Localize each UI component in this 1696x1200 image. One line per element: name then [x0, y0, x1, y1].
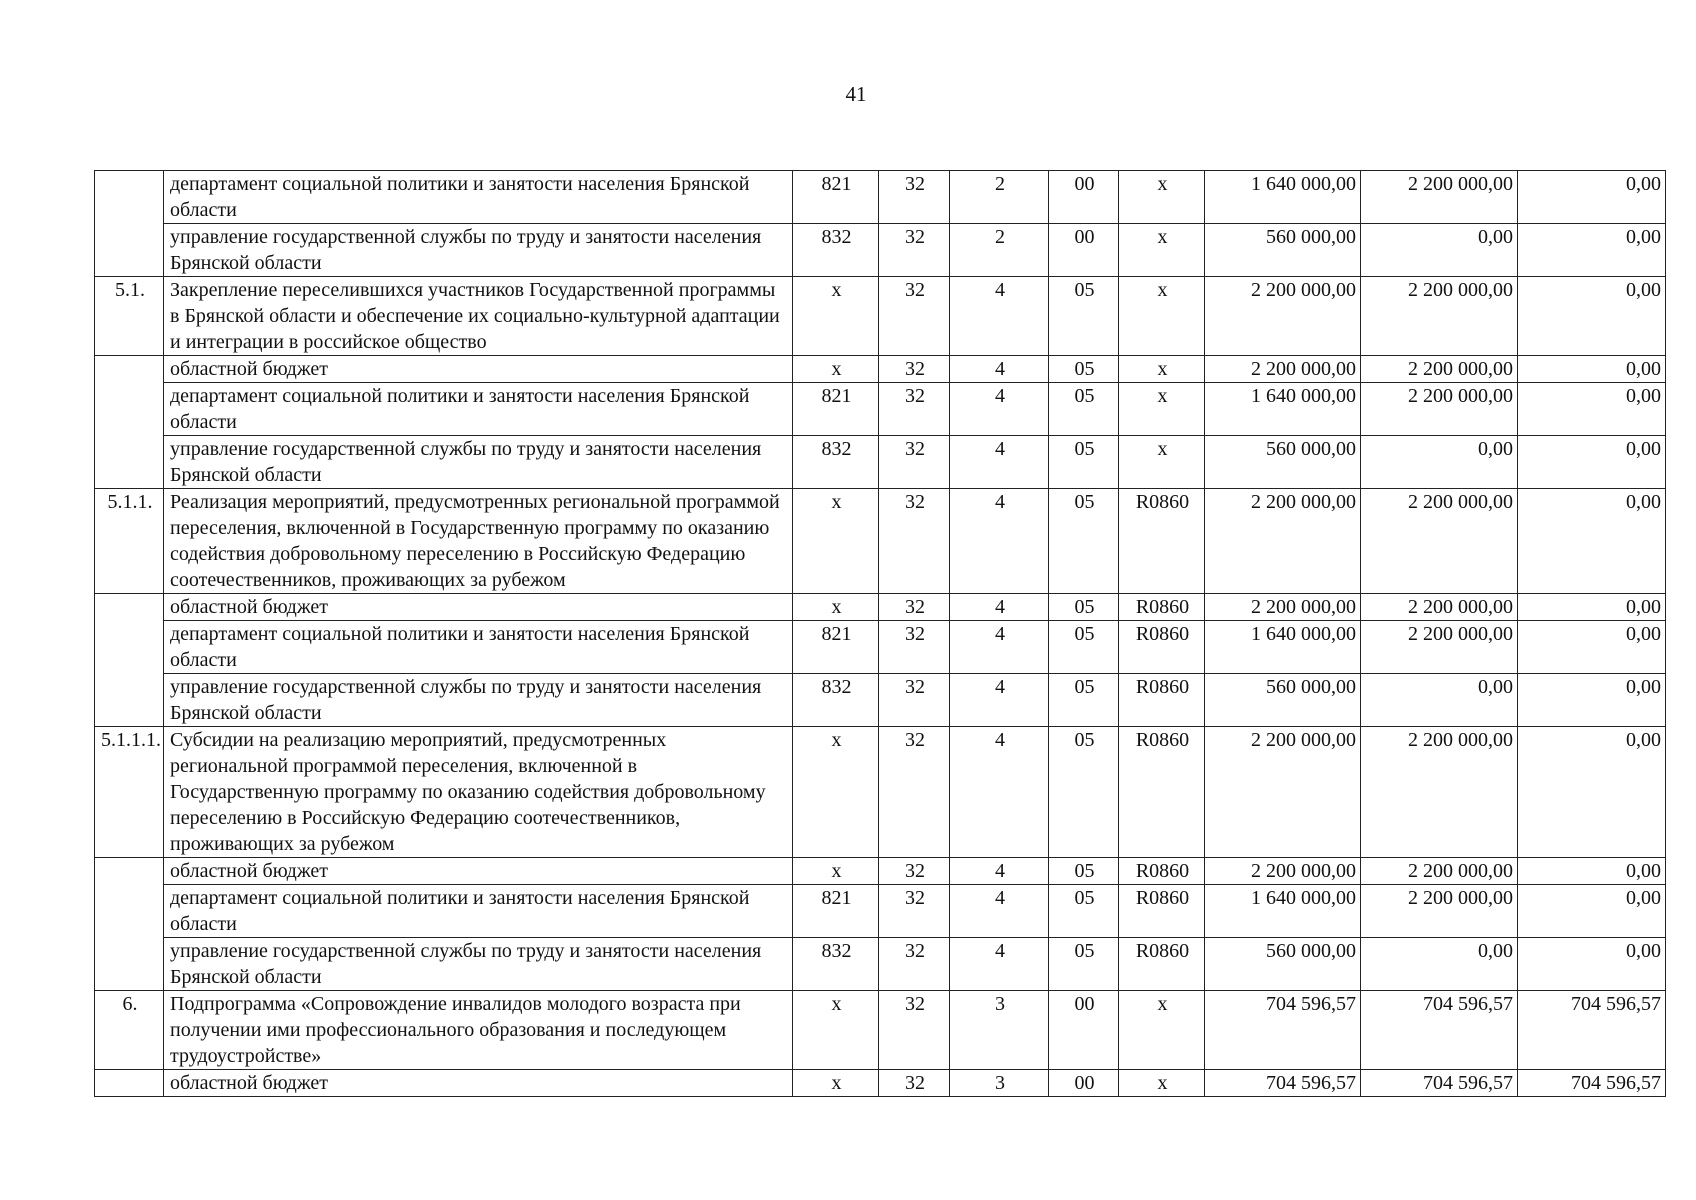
amount-year3-cell: 0,00: [1518, 858, 1666, 885]
amount-year2-cell: 0,00: [1361, 436, 1518, 489]
amount-year2-cell: 2 200 000,00: [1361, 727, 1518, 858]
amount-year1-cell: 704 596,57: [1205, 991, 1361, 1070]
event-code-cell: 05: [1049, 885, 1119, 938]
direction-code-cell: х: [1119, 171, 1205, 224]
direction-code-cell: R0860: [1119, 727, 1205, 858]
table-row: [95, 991, 1666, 1070]
row-name-cell: областной бюджет: [164, 594, 793, 621]
gp-code-cell: х: [793, 858, 879, 885]
row-number-cell: [95, 356, 164, 383]
program-code-cell: 32: [879, 858, 950, 885]
event-code-cell: 05: [1049, 727, 1119, 858]
amount-year2-cell: 2 200 000,00: [1361, 356, 1518, 383]
row-number-cell: [95, 594, 164, 621]
event-code-cell: 00: [1049, 224, 1119, 277]
amount-year3-cell: 0,00: [1518, 224, 1666, 277]
amount-year3-cell: 0,00: [1518, 885, 1666, 938]
amount-year2-cell: 0,00: [1361, 674, 1518, 727]
amount-year1-cell: 560 000,00: [1205, 436, 1361, 489]
amount-year1-cell: 2 200 000,00: [1205, 858, 1361, 885]
row-number-cell: 5.1.1.: [95, 489, 164, 594]
amount-year3-cell: 0,00: [1518, 171, 1666, 224]
amount-year3-cell: 0,00: [1518, 727, 1666, 858]
row-number-cell: [95, 171, 164, 224]
budget-table: [94, 170, 1666, 1097]
table-row: [95, 938, 1666, 991]
row-name-cell: управление государственной службы по труду и занятости населения Брянской области: [164, 436, 793, 489]
direction-code-cell: х: [1119, 1070, 1205, 1097]
amount-year1-cell: 2 200 000,00: [1205, 489, 1361, 594]
table-row: [95, 621, 1666, 674]
event-code-cell: 00: [1049, 991, 1119, 1070]
direction-code-cell: х: [1119, 383, 1205, 436]
gp-code-cell: 821: [793, 621, 879, 674]
row-name-cell: областной бюджет: [164, 1070, 793, 1097]
row-number-cell: [95, 436, 164, 489]
subprogram-code-cell: 4: [950, 621, 1049, 674]
row-name-cell: областной бюджет: [164, 858, 793, 885]
direction-code-cell: х: [1119, 224, 1205, 277]
amount-year1-cell: 2 200 000,00: [1205, 594, 1361, 621]
gp-code-cell: х: [793, 277, 879, 356]
direction-code-cell: х: [1119, 277, 1205, 356]
row-name-cell: Субсидии на реализацию мероприятий, предусмотренных региональной программой переселения, включенной в Государственную программу по оказанию содействия добровольному переселению в Российскую Федерацию соотечественников, проживающих за рубежом: [164, 727, 793, 858]
direction-code-cell: R0860: [1119, 885, 1205, 938]
table-row: [95, 489, 1666, 594]
amount-year3-cell: 0,00: [1518, 277, 1666, 356]
table-row: [95, 674, 1666, 727]
program-code-cell: 32: [879, 727, 950, 858]
amount-year1-cell: 2 200 000,00: [1205, 727, 1361, 858]
program-code-cell: 32: [879, 277, 950, 356]
amount-year2-cell: 2 200 000,00: [1361, 277, 1518, 356]
event-code-cell: 05: [1049, 277, 1119, 356]
subprogram-code-cell: 4: [950, 727, 1049, 858]
program-code-cell: 32: [879, 224, 950, 277]
subprogram-code-cell: 4: [950, 938, 1049, 991]
row-number-cell: 5.1.1.1.: [95, 727, 164, 858]
direction-code-cell: R0860: [1119, 489, 1205, 594]
direction-code-cell: х: [1119, 356, 1205, 383]
amount-year1-cell: 560 000,00: [1205, 224, 1361, 277]
row-name-cell: департамент социальной политики и занятости населения Брянской области: [164, 885, 793, 938]
amount-year3-cell: 0,00: [1518, 594, 1666, 621]
event-code-cell: 00: [1049, 171, 1119, 224]
amount-year3-cell: 0,00: [1518, 674, 1666, 727]
table-row: [95, 858, 1666, 885]
gp-code-cell: 832: [793, 938, 879, 991]
row-name-cell: управление государственной службы по труду и занятости населения Брянской области: [164, 224, 793, 277]
direction-code-cell: R0860: [1119, 858, 1205, 885]
direction-code-cell: R0860: [1119, 674, 1205, 727]
page-number: 41: [845, 82, 867, 106]
row-number-cell: 5.1.: [95, 277, 164, 356]
amount-year2-cell: 0,00: [1361, 224, 1518, 277]
amount-year3-cell: 0,00: [1518, 621, 1666, 674]
amount-year1-cell: 1 640 000,00: [1205, 383, 1361, 436]
amount-year3-cell: 704 596,57: [1518, 1070, 1666, 1097]
event-code-cell: 05: [1049, 674, 1119, 727]
row-number-cell: [95, 224, 164, 277]
amount-year2-cell: 2 200 000,00: [1361, 171, 1518, 224]
amount-year2-cell: 2 200 000,00: [1361, 383, 1518, 436]
gp-code-cell: 821: [793, 383, 879, 436]
amount-year2-cell: 2 200 000,00: [1361, 594, 1518, 621]
event-code-cell: 05: [1049, 938, 1119, 991]
direction-code-cell: х: [1119, 991, 1205, 1070]
subprogram-code-cell: 4: [950, 594, 1049, 621]
event-code-cell: 05: [1049, 594, 1119, 621]
row-name-cell: Реализация мероприятий, предусмотренных региональной программой переселения, включенной в Государственную программу по оказанию содействия добровольному переселению в Российскую Федерацию соотечественников, проживающих за рубежом: [164, 489, 793, 594]
table-body: [95, 171, 1666, 1097]
program-code-cell: 32: [879, 1070, 950, 1097]
table-row: [95, 224, 1666, 277]
program-code-cell: 32: [879, 674, 950, 727]
event-code-cell: 05: [1049, 436, 1119, 489]
amount-year2-cell: 704 596,57: [1361, 991, 1518, 1070]
row-name-cell: областной бюджет: [164, 356, 793, 383]
table-row: [95, 885, 1666, 938]
amount-year2-cell: 2 200 000,00: [1361, 621, 1518, 674]
row-number-cell: [95, 1070, 164, 1097]
amount-year2-cell: 704 596,57: [1361, 1070, 1518, 1097]
program-code-cell: 32: [879, 594, 950, 621]
row-number-cell: 6.: [95, 991, 164, 1070]
amount-year3-cell: 0,00: [1518, 938, 1666, 991]
row-name-cell: Подпрограмма «Сопровождение инвалидов молодого возраста при получении ими профессионального образования и последующем трудоустройстве»: [164, 991, 793, 1070]
event-code-cell: 05: [1049, 383, 1119, 436]
amount-year1-cell: 560 000,00: [1205, 938, 1361, 991]
subprogram-code-cell: 3: [950, 1070, 1049, 1097]
row-name-cell: департамент социальной политики и занятости населения Брянской области: [164, 383, 793, 436]
table-row: [95, 383, 1666, 436]
amount-year2-cell: 2 200 000,00: [1361, 489, 1518, 594]
row-number-cell: [95, 885, 164, 938]
gp-code-cell: 832: [793, 674, 879, 727]
direction-code-cell: R0860: [1119, 938, 1205, 991]
program-code-cell: 32: [879, 356, 950, 383]
gp-code-cell: х: [793, 727, 879, 858]
row-number-cell: [95, 674, 164, 727]
amount-year1-cell: 560 000,00: [1205, 674, 1361, 727]
amount-year2-cell: 2 200 000,00: [1361, 885, 1518, 938]
amount-year1-cell: 704 596,57: [1205, 1070, 1361, 1097]
gp-code-cell: 821: [793, 171, 879, 224]
program-code-cell: 32: [879, 436, 950, 489]
event-code-cell: 05: [1049, 489, 1119, 594]
event-code-cell: 05: [1049, 356, 1119, 383]
table-row: [95, 727, 1666, 858]
event-code-cell: 05: [1049, 621, 1119, 674]
row-name-cell: управление государственной службы по труду и занятости населения Брянской области: [164, 674, 793, 727]
program-code-cell: 32: [879, 489, 950, 594]
program-code-cell: 32: [879, 171, 950, 224]
subprogram-code-cell: 4: [950, 356, 1049, 383]
subprogram-code-cell: 3: [950, 991, 1049, 1070]
row-name-cell: управление государственной службы по труду и занятости населения Брянской области: [164, 938, 793, 991]
table-row: [95, 277, 1666, 356]
row-number-cell: [95, 383, 164, 436]
gp-code-cell: х: [793, 594, 879, 621]
event-code-cell: 05: [1049, 858, 1119, 885]
row-name-cell: Закрепление переселившихся участников Государственной программы в Брянской области и обеспечение их социально-культурной адаптации и интеграции в российское общество: [164, 277, 793, 356]
amount-year3-cell: 0,00: [1518, 356, 1666, 383]
gp-code-cell: х: [793, 991, 879, 1070]
gp-code-cell: 832: [793, 224, 879, 277]
amount-year1-cell: 2 200 000,00: [1205, 277, 1361, 356]
program-code-cell: 32: [879, 938, 950, 991]
amount-year1-cell: 1 640 000,00: [1205, 885, 1361, 938]
amount-year1-cell: 2 200 000,00: [1205, 356, 1361, 383]
subprogram-code-cell: 4: [950, 277, 1049, 356]
program-code-cell: 32: [879, 383, 950, 436]
row-name-cell: департамент социальной политики и занятости населения Брянской области: [164, 171, 793, 224]
subprogram-code-cell: 2: [950, 224, 1049, 277]
amount-year1-cell: 1 640 000,00: [1205, 621, 1361, 674]
amount-year3-cell: 0,00: [1518, 489, 1666, 594]
table-row: [95, 356, 1666, 383]
event-code-cell: 00: [1049, 1070, 1119, 1097]
gp-code-cell: 832: [793, 436, 879, 489]
row-number-cell: [95, 858, 164, 885]
subprogram-code-cell: 4: [950, 674, 1049, 727]
amount-year3-cell: 0,00: [1518, 383, 1666, 436]
gp-code-cell: х: [793, 1070, 879, 1097]
table-row: [95, 171, 1666, 224]
row-number-cell: [95, 621, 164, 674]
direction-code-cell: х: [1119, 436, 1205, 489]
gp-code-cell: х: [793, 489, 879, 594]
gp-code-cell: 821: [793, 885, 879, 938]
amount-year3-cell: 0,00: [1518, 436, 1666, 489]
table-row: [95, 436, 1666, 489]
subprogram-code-cell: 4: [950, 489, 1049, 594]
amount-year3-cell: 704 596,57: [1518, 991, 1666, 1070]
program-code-cell: 32: [879, 621, 950, 674]
subprogram-code-cell: 4: [950, 858, 1049, 885]
table-row: [95, 1070, 1666, 1097]
amount-year1-cell: 1 640 000,00: [1205, 171, 1361, 224]
subprogram-code-cell: 4: [950, 383, 1049, 436]
gp-code-cell: х: [793, 356, 879, 383]
direction-code-cell: R0860: [1119, 594, 1205, 621]
subprogram-code-cell: 4: [950, 436, 1049, 489]
subprogram-code-cell: 2: [950, 171, 1049, 224]
amount-year2-cell: 2 200 000,00: [1361, 858, 1518, 885]
program-code-cell: 32: [879, 885, 950, 938]
direction-code-cell: R0860: [1119, 621, 1205, 674]
subprogram-code-cell: 4: [950, 885, 1049, 938]
amount-year2-cell: 0,00: [1361, 938, 1518, 991]
table-row: [95, 594, 1666, 621]
row-number-cell: [95, 938, 164, 991]
row-name-cell: департамент социальной политики и занятости населения Брянской области: [164, 621, 793, 674]
program-code-cell: 32: [879, 991, 950, 1070]
